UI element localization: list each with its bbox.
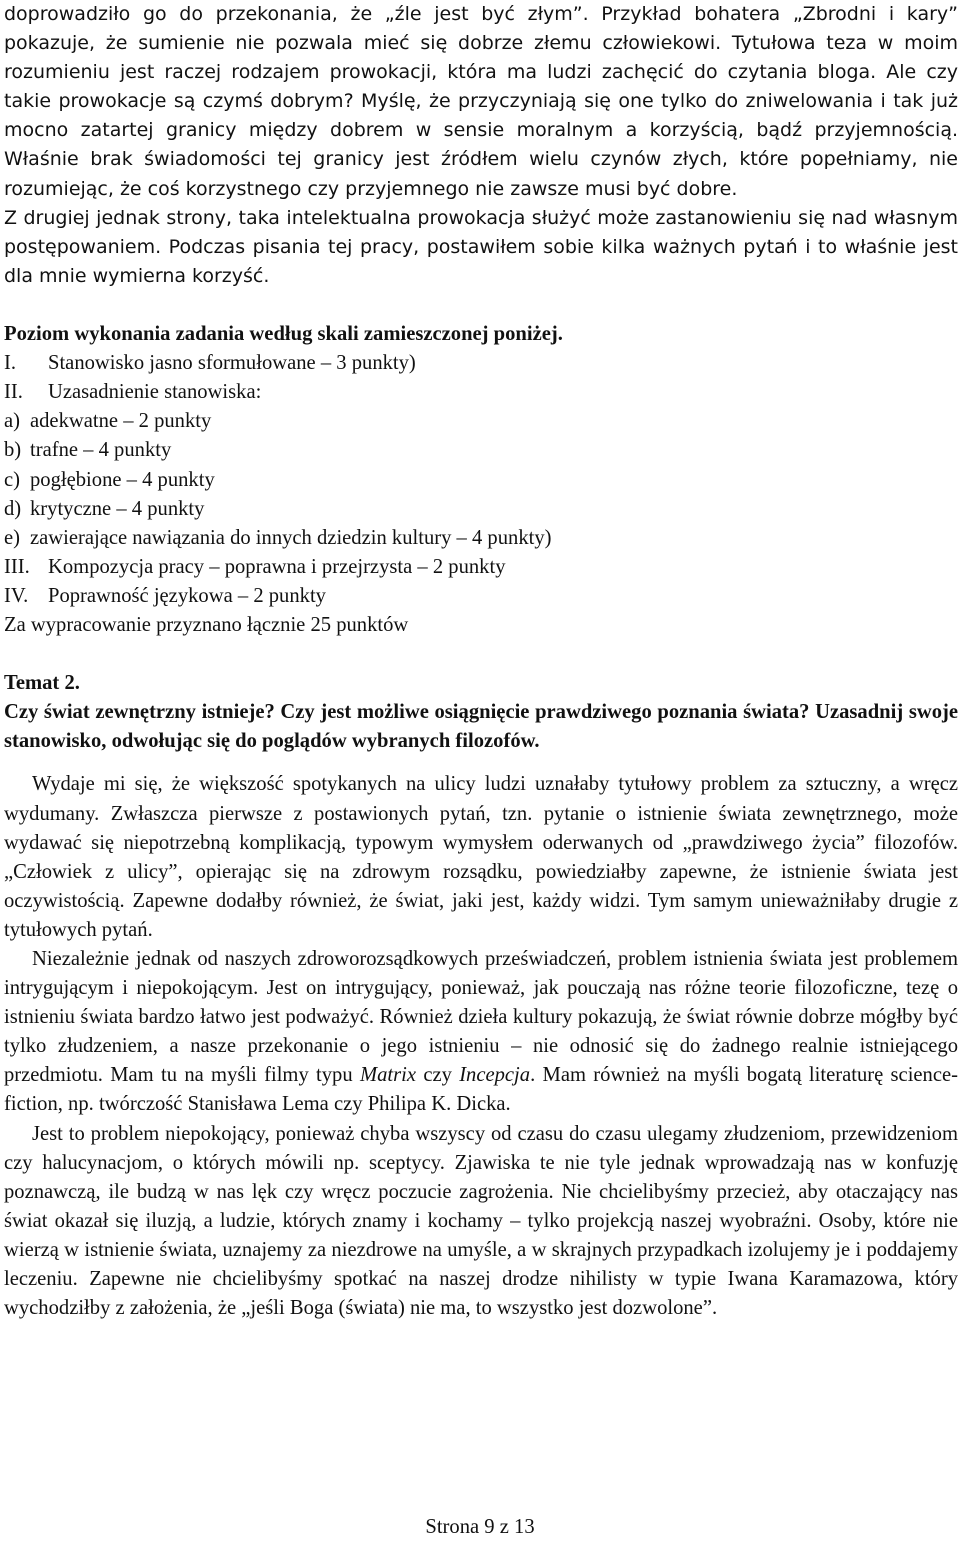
- grading-subitem: d) krytyczne – 4 punkty: [4, 497, 205, 520]
- topic-label: Temat 2.: [4, 672, 80, 695]
- document-page: [4, 0, 958, 1323]
- grading-heading: Poziom wykonania zadania według skali zamieszczonej poniżej.: [4, 323, 563, 346]
- intro-paragraph: doprowadziło go do przekonania, że „źle jest być złym”. Przykład bohatera „Zbrodni i kary” pokazuje, że sumienie nie pozwala mieć się dobrze złemu człowiekowi. Tytułowa teza w moim rozumieniu jest raczej rodzajem prowokacji, która ma ludzi zachęcić do czytania bloga. Ale czy takie prowokacje są czymś dobrym? Myślę, że przyczyniają się one tylko do zniwelowania i tak już mocno zatartej granicy między dobrem w sensie moralnym a korzyścią, bądź przyjemnością. Właśnie brak świadomości tej granicy jest źródłem wielu czynów złych, które popełniamy, nie rozumiejąc, że coś korzystnego czy przyjemnego nie zawsze musi być dobre.: [4, 3, 958, 200]
- film-title-incepcja: Incepcja: [459, 1064, 531, 1087]
- spacer: [4, 640, 958, 669]
- grading-subitem: e) zawierające nawiązania do innych dziedzin kultury – 4 punkty): [4, 526, 552, 549]
- essay-paragraph-3: Jest to problem niepokojący, ponieważ chyba wszyscy od czasu do czasu ulegamy złudzeniom, przewidzeniom czy halucynacjom, o których mówili np. sceptycy. Zjawiska te nie tyle jednak wprowadzają nas w konfuzję poznawczą, ile budzą w nas lęk czy wręcz poczucie zagrożenia. Nie chcielibyśmy przecież, aby otaczający nas świat okazał się iluzją, a ludzie, których znamy i kochamy – tylko projekcją naszej wyobraźni. Osoby, które nie wierzą w istnienie świata, uznajemy za niezdrowe na umyśle, a w skrajnych przypadkach izolujemy je i poddajemy leczeniu. Zapewne nie chcielibyśmy spotkać na naszej drodze nihilisty w typie Iwana Karamazowa, który wychodziłby z założenia, że „jeśli Boga (świata) nie ma, to wszystko jest dozwolone”.: [4, 1122, 958, 1320]
- grading-item: II. Uzasadnienie stanowiska:: [4, 381, 262, 404]
- topic-question: Czy świat zewnętrzny istnieje? Czy jest możliwe osiągnięcie prawdziwego poznania świata? Uzasadnij swoje stanowisko, odwołując się do poglądów wybranych filozofów.: [4, 701, 958, 753]
- grading-total: Za wypracowanie przyznano łącznie 25 punktów: [4, 613, 409, 636]
- spacer: [4, 291, 958, 320]
- grading-item: I. Stanowisko jasno sformułowane – 3 punkty): [4, 352, 416, 375]
- grading-subitem: a) adekwatne – 2 punkty: [4, 410, 212, 433]
- page-number-footer: Strona 9 z 13: [425, 1516, 535, 1538]
- intro-paragraph-2: Z drugiej jednak strony, taka intelektualna prowokacja służyć może zastanowieniu się nad własnym postępowaniem. Podczas pisania tej pracy, postawiłem sobie kilka ważnych pytań i to właśnie jest dla mnie wymierna korzyść.: [4, 206, 958, 287]
- film-title-matrix: Matrix: [359, 1064, 417, 1087]
- grading-item: IV. Poprawność językowa – 2 punkty: [4, 584, 326, 607]
- essay-paragraph-1: Wydaje mi się, że większość spotykanych na ulicy ludzi uznałaby tytułowy problem za sztuczny, a wręcz wydumany. Zwłaszcza pierwsze z postawionych pytań, tzn. pytanie o istnienie świata zewnętrznego, może wydawać się niepotrzebną komplikacją, typowym wymysłem oderwanych od „prawdziwego życia” filozofów. „Człowiek z ulicy”, opierając się na zdrowym rozsądku, powiedziałby zapewne, że istnienie świata jest oczywistością. Zapewne dodałby również, że świat, jaki jest, każdy widzi. Tym samym unieważniłaby drugie z tytułowych pytań.: [4, 773, 958, 941]
- grading-subitem: b) trafne – 4 punkty: [4, 439, 172, 462]
- grading-list: [4, 349, 958, 640]
- essay-paragraph-2: Niezależnie jednak od naszych zdroworozsądkowych przeświadczeń, problem istnienia świata jest problemem intrygującym i niepokojącym. Jest on intrygujący, ponieważ, jak pouczają nas różne teorie filozoficzne, tezę o istnieniu świata bardzo łatwo jest podważyć. Również dzieła kultury pokazują, że świat równie dobrze mógłby być tylko złudzeniem, a nasze przekonanie o jego istnieniu – nie odnosić się do żadnego realnie istniejącego przedmiotu. Mam tu na myśli filmy typu Matrix czy Incepcja. Mam również na myśli bogatą literaturę science-fiction, np. twórczość Stanisława Lema czy Philipa K. Dicka.: [4, 948, 958, 1116]
- spacer: [4, 756, 958, 770]
- grading-subitem: c) pogłębione – 4 punkty: [4, 468, 215, 491]
- grading-item: III. Kompozycja pracy – poprawna i przejrzysta – 2 punkty: [4, 555, 506, 578]
